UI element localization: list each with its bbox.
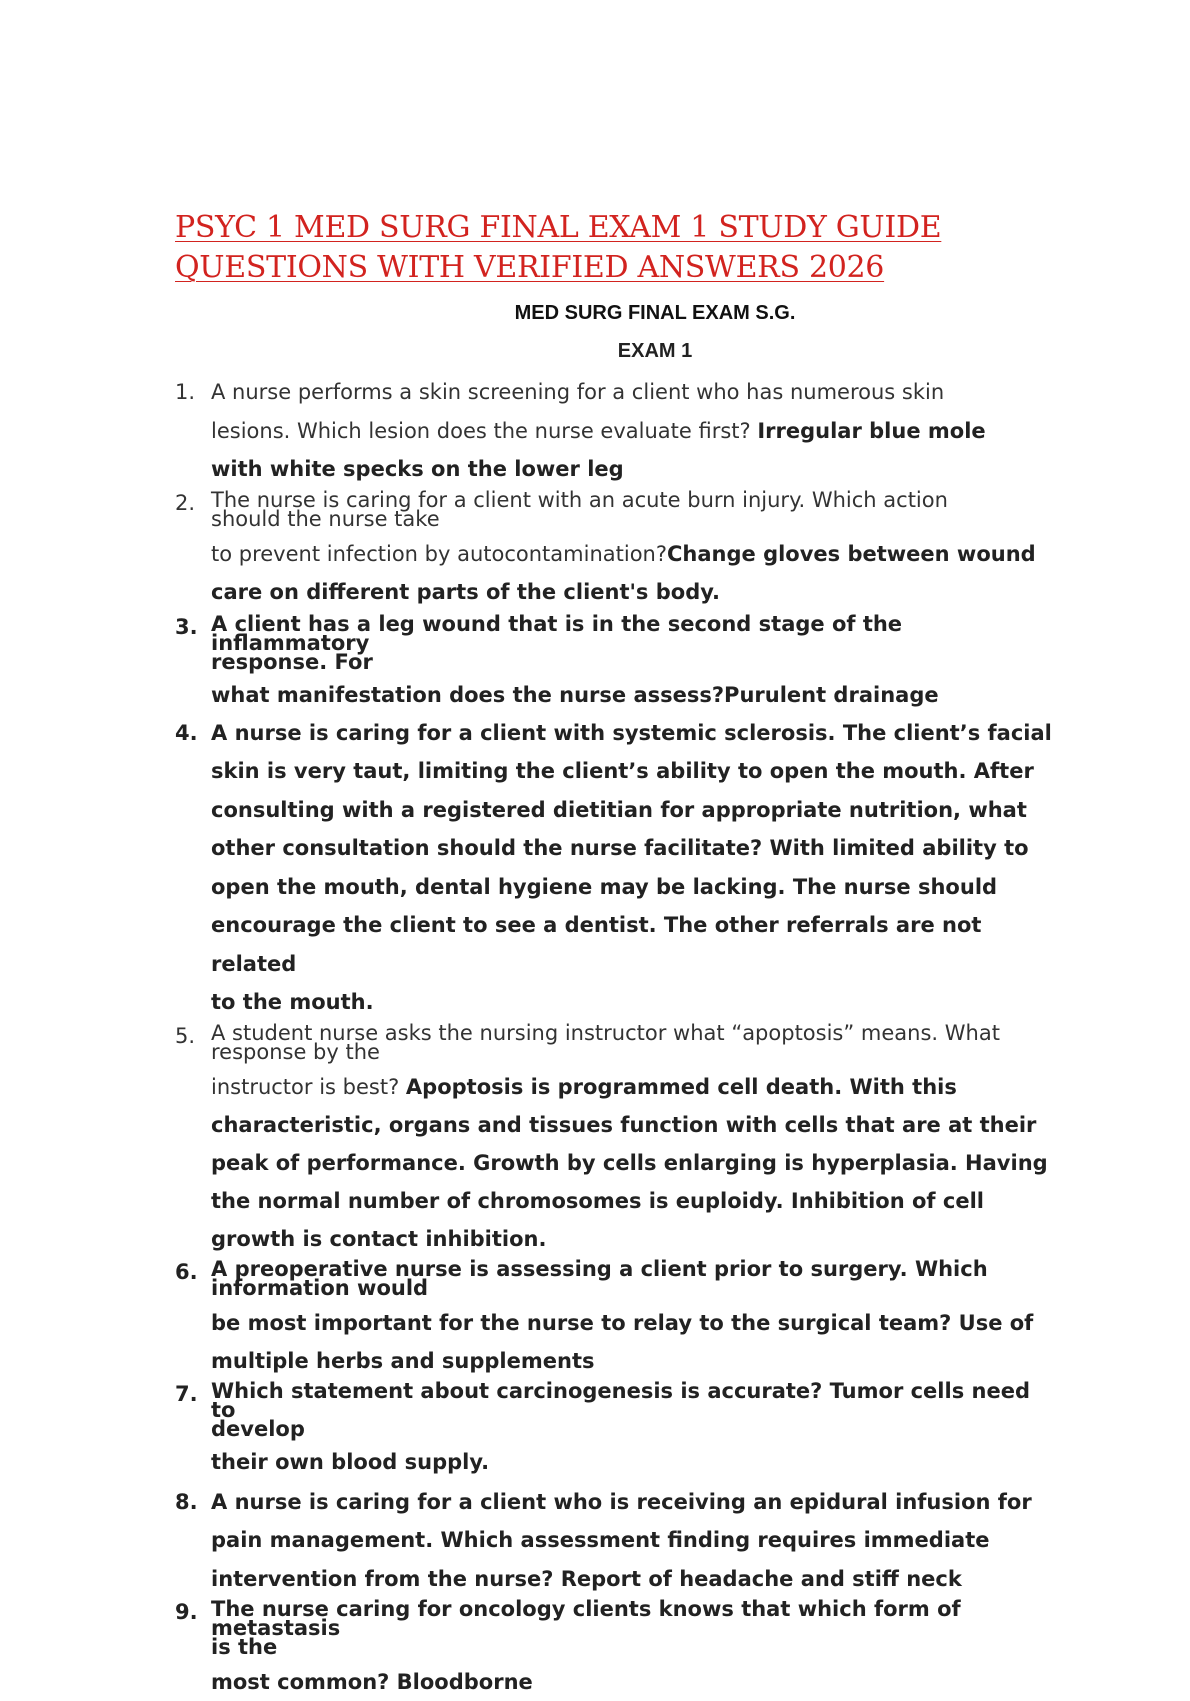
answer-text: encourage the client to see a dentist. The other referrals are not related: [211, 913, 982, 976]
question-number: 3.: [175, 614, 198, 639]
answer-text: care on different parts of the client's body.: [211, 579, 720, 604]
question-item: [175, 487, 1055, 611]
question-text: other consultation should the nurse facilitate? With limited ability to: [211, 836, 1029, 860]
question-item: [175, 1020, 1055, 1258]
question-text: The nurse is caring for a client with an acute burn injury. Which action: [211, 487, 948, 512]
question-item: [175, 373, 1055, 489]
answer-text: Irregular blue mole: [757, 418, 986, 443]
question-text: instructor is best?: [211, 1074, 400, 1099]
question-text: lesions. Which lesion does the nurse evaluate first?: [211, 418, 751, 443]
question-text: response by the: [211, 1039, 380, 1064]
question-number: 8.: [175, 1489, 198, 1514]
question-list: [175, 373, 1055, 1701]
question-item: [175, 1483, 1055, 1599]
question-text: be most important for the nurse to relay to the surgical team? Use of: [211, 1310, 1034, 1335]
section-heading: EXAM 1: [617, 340, 693, 362]
question-text: to prevent infection by autocontamination?: [211, 541, 667, 566]
answer-text: with white specks on the lower leg: [211, 457, 624, 481]
answer-text: Change gloves between wound: [667, 541, 1036, 566]
answer-text: to the mouth.: [211, 990, 374, 1014]
question-text: pain management. Which assessment finding requires immediate: [211, 1528, 990, 1552]
answer-text: Purulent drainage: [724, 682, 939, 707]
question-number: 1.: [175, 380, 196, 404]
question-text: A preoperative nurse is assessing a client prior to surgery. Which: [211, 1256, 988, 1281]
question-number: 6.: [175, 1259, 198, 1284]
question-text: A nurse performs a skin screening for a client who has numerous skin: [211, 380, 945, 404]
title-line-2: QUESTIONS WITH VERIFIED ANSWERS 2026: [175, 250, 885, 285]
question-number: 7.: [175, 1381, 198, 1406]
question-text: information would: [211, 1275, 429, 1300]
question-text: consulting with a registered dietitian for appropriate nutrition, what: [211, 797, 1027, 822]
question-item: [175, 1378, 1055, 1481]
answer-text: most common? Bloodborne: [211, 1670, 533, 1694]
question-text: should the nurse take: [211, 506, 440, 531]
answer-text: multiple herbs and supplements: [211, 1348, 595, 1373]
question-item: [175, 1597, 1055, 1701]
answer-text: open the mouth, dental hygiene may be lacking. The nurse should: [211, 874, 998, 899]
question-text: A nurse is caring for a client with systemic sclerosis. The client’s facial: [211, 720, 1052, 745]
answer-text: the normal number of chromosomes is euploidy. Inhibition of cell: [211, 1188, 984, 1213]
answer-text: peak of performance. Growth by cells enlarging is hyperplasia. Having: [211, 1150, 1048, 1175]
title-line-1: PSYC 1 MED SURG FINAL EXAM 1 STUDY GUIDE: [175, 210, 942, 245]
question-text: is the: [211, 1635, 278, 1659]
answer-text: characteristic, organs and tissues function with cells that are at their: [211, 1112, 1037, 1137]
question-number: 2.: [175, 490, 196, 515]
question-text: A nurse is caring for a client who is receiving an epidural infusion for: [211, 1489, 1032, 1514]
answer-text: their own blood supply.: [211, 1449, 490, 1474]
question-number: 4.: [175, 720, 198, 745]
question-text: A student nurse asks the nursing instructor what “apoptosis” means. What: [211, 1020, 1000, 1045]
question-text: The nurse caring for oncology clients knows that which form of metastasis: [211, 1597, 961, 1640]
document-title: [175, 208, 995, 288]
question-number: 9.: [175, 1600, 198, 1624]
answer-text: intervention from the nurse? Report of headache and stiff neck: [211, 1566, 962, 1591]
question-text: A client has a leg wound that is in the second stage of the inflammatory: [211, 611, 903, 655]
answer-text: Apoptosis is programmed cell death. With this: [405, 1074, 957, 1099]
question-text: develop: [211, 1416, 305, 1441]
question-text: what manifestation does the nurse assess?: [211, 682, 725, 707]
question-item: [175, 714, 1055, 1022]
question-item: [175, 1256, 1055, 1380]
answer-text: growth is contact inhibition.: [211, 1226, 547, 1251]
question-text: skin is very taut, limiting the client’s ability to open the mouth. After: [211, 759, 1034, 783]
question-text: Which statement about carcinogenesis is accurate? Tumor cells need to: [211, 1378, 1030, 1422]
question-text: response. For: [211, 649, 373, 674]
subheading: MED SURG FINAL EXAM S.G.: [514, 302, 796, 324]
question-item: [175, 611, 1055, 714]
question-number: 5.: [175, 1023, 196, 1048]
